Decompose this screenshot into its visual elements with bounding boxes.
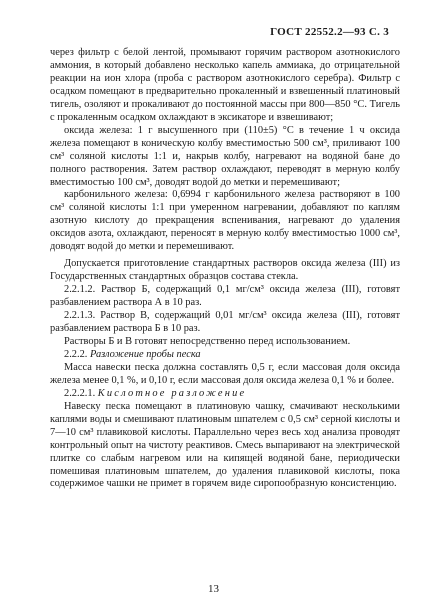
section-title: Разложение пробы песка bbox=[90, 348, 201, 360]
paragraph: Навеску песка помещают в платиновую чашку, смачивают несколькими каплями воды и смешивают платиновым шпателем с 0,5 см³ серной кислоты и 7—10 см³ плавиковой кислоты. Параллельно через весь ход анализа проводят контрольный опыт на чистоту реактивов. Смесь выпаривают на электрической плитке со слабым нагревом или на кипящей водяной бане, периодически помешивая платиновым шпателем, до удаления плавиковой кислоты, пока содержимое чашки не примет в горячем виде сиропообразную консистенцию. bbox=[50, 400, 400, 490]
paragraph: 2.2.1.2. Раствор Б, содержащий 0,1 мг/см³ оксида железа (III), готовят разбавлением раствора А в 10 раз. bbox=[50, 284, 400, 309]
paragraph: Растворы Б и В готовят непосредственно перед использованием. bbox=[64, 335, 351, 347]
document-body bbox=[50, 47, 400, 491]
paragraph: Масса навески песка должна составлять 0,5 г, если массовая доля оксида железа менее 0,1 %, и 0,10 г, если массовая доля оксида железа 0,1 % и более. bbox=[50, 361, 400, 386]
paragraph: оксида железа: 1 г высушенного при (110±5) °С в течение 1 ч оксида железа помещают в коническую колбу вместимостью 500 см³, приливают 100 см³ соляной кислоты 1:1 и, накрыв колбу, нагревают на водяной бане до полного растворения. Затем раствор охлаждают, переводят в мерную колбу вместимостью 100 см³, доводят водой до метки и перемешивают; bbox=[50, 124, 400, 188]
section-number: 2.2.2. bbox=[64, 348, 88, 360]
page-number: 13 bbox=[208, 583, 219, 595]
standard-code-header: ГОСТ 22552.2—93 С. 3 bbox=[270, 26, 389, 38]
paragraph: карбонильного железа: 0,6994 г карбонильного железа растворяют в 100 см³ соляной кислоты 1:1 при умеренном нагревании, добавляют по каплям азотную кислоту до прекращения вспенивания, нагревают до удаления оксидов азота, охлаждают, переносят в мерную колбу вместимостью 1000 см³, доводят водой до метки и перемешивают. bbox=[50, 189, 400, 253]
section-heading-2-2-2-1 bbox=[50, 388, 400, 401]
paragraph: через фильтр с белой лентой, промывают горячим раствором азотнокислого аммония, в который добавлено несколько капель аммиака, до отрицательной реакции на ион хлора (проба с раствором азотнокислого серебра). Фильтр с осадком помещают в предварительно прокаленный и взвешенный платиновый тигель, озоляют и прокаливают до постоянной массы при 800—850 °С. Тигель с прокаленным осадком охлаждают в эксикаторе и взвешивают; bbox=[50, 47, 400, 123]
section-number: 2.2.2.1. bbox=[64, 387, 96, 399]
section-heading-2-2-2 bbox=[50, 349, 400, 362]
paragraph: 2.2.1.3. Раствор В, содержащий 0,01 мг/см³ оксида железа (III), готовят разбавлением раствора Б в 10 раз. bbox=[50, 310, 400, 335]
paragraph: Допускается приготовление стандартных растворов оксида железа (III) из Государственных стандартных образцов состава стекла. bbox=[50, 258, 400, 283]
section-title: Кислотное разложение bbox=[97, 387, 247, 399]
